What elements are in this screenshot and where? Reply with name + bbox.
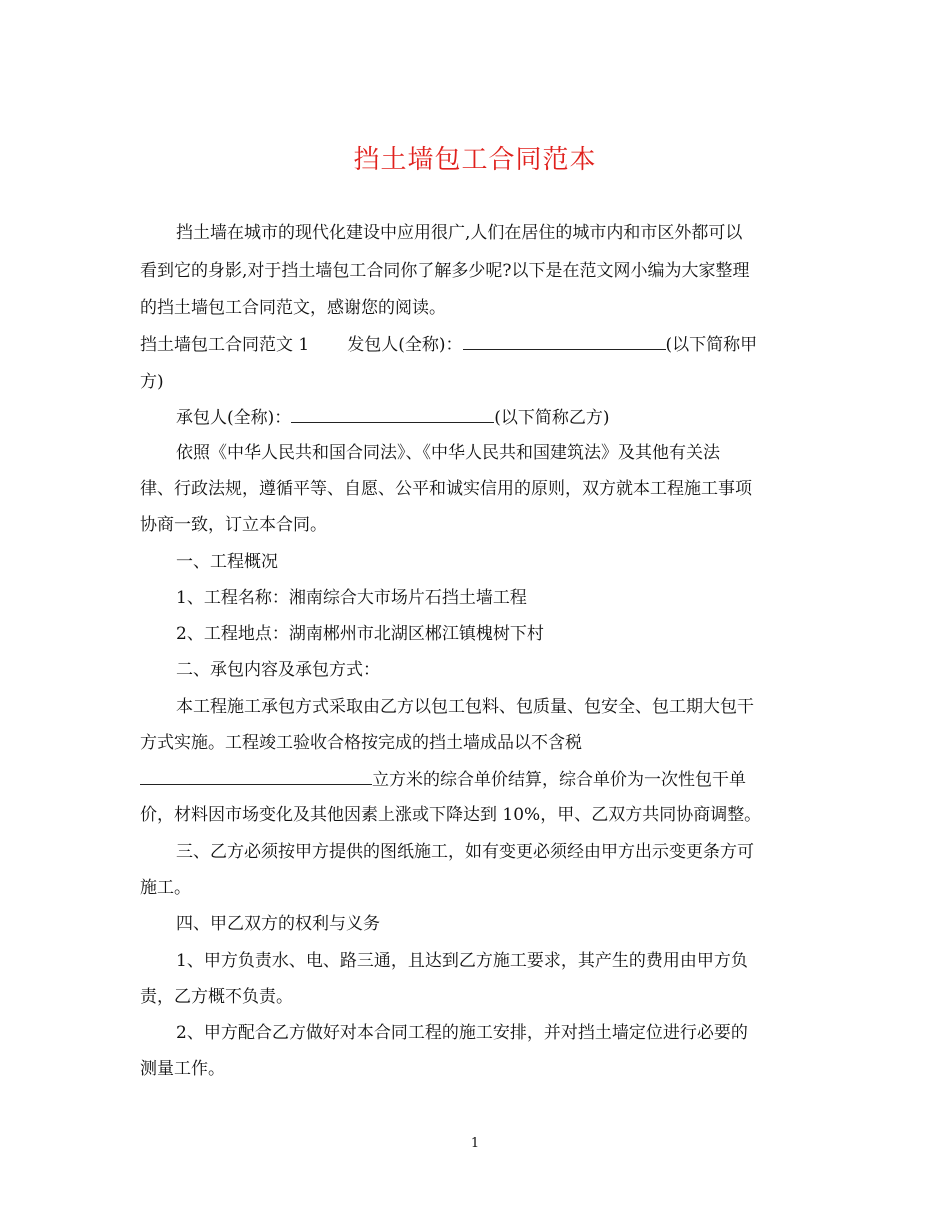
party-a-continuation: 方): [140, 372, 164, 392]
basis-line-2: 律、行政法规，遵循平等、自愿、公平和诚实信用的原则，双方就本工程施工事项: [140, 479, 752, 499]
page-number: 1: [470, 1136, 480, 1151]
unit-price-blank[interactable]: [140, 767, 372, 785]
party-a-suffix: (以下简称甲: [665, 335, 758, 355]
section2-line-3: [140, 767, 820, 792]
party-b-suffix: (以下简称乙方): [494, 408, 610, 428]
party-b-label: 承包人(全称)：: [176, 408, 292, 428]
section1-item-2: 2、工程地点：湖南郴州市北湖区郴江镇槐树下村: [176, 624, 544, 644]
section4-heading: 四、甲乙双方的权利与义务: [176, 914, 380, 934]
sample-label: 挡土墙包工合同范文 1: [140, 335, 310, 355]
party-a-label: 发包人(全称)：: [347, 335, 463, 355]
basis-line-1: 依照《中华人民共和国合同法》、《中华人民共和国建筑法》及其他有关法: [176, 443, 720, 463]
section1-heading: 一、工程概况: [176, 552, 278, 572]
section2-line-4: 价，材料因市场变化及其他因素上涨或下降达到 10%，甲、乙双方共同协商调整。: [140, 805, 762, 825]
section3-line-1: 三、乙方必须按甲方提供的图纸施工，如有变更必须经由甲方出示变更条方可: [176, 842, 754, 862]
party-a-blank[interactable]: [463, 332, 666, 350]
intro-line-2: 看到它的身影,对于挡土墙包工合同你了解多少呢?以下是在范文网小编为大家整理: [140, 261, 750, 281]
section2-line-2: 方式实施。工程竣工验收合格按完成的挡土墙成品以不含税: [140, 733, 582, 753]
section4-item1-line-2: 责，乙方概不负责。: [140, 987, 293, 1007]
section1-item-1: 1、工程名称：湘南综合大市场片石挡土墙工程: [176, 588, 527, 608]
document-title: 挡土墙包工合同范本: [353, 145, 597, 175]
section4-item2-line-1: 2、甲方配合乙方做好对本合同工程的施工安排，并对挡土墙定位进行必要的: [176, 1023, 748, 1043]
section4-item2-line-2: 测量工作。: [140, 1059, 225, 1079]
party-a-line: [140, 332, 820, 357]
section4-item1-line-1: 1、甲方负责水、电、路三通，且达到乙方施工要求，其产生的费用由甲方负: [176, 951, 748, 971]
party-b-blank[interactable]: [291, 405, 494, 423]
party-b-line: [176, 405, 856, 430]
basis-line-3: 协商一致，订立本合同。: [140, 515, 327, 535]
intro-line-1: 挡土墙在城市的现代化建设中应用很广,人们在居住的城市内和市区外都可以: [176, 223, 743, 243]
section3-line-2: 施工。: [140, 878, 191, 898]
section2-heading: 二、承包内容及承包方式：: [176, 660, 380, 680]
section2-line-3-text: 立方米的综合单价结算，综合单价为一次性包干单: [372, 770, 746, 790]
intro-line-3: 的挡土墙包工合同范文，感谢您的阅读。: [140, 298, 446, 318]
section2-line-1: 本工程施工承包方式采取由乙方以包工包料、包质量、包安全、包工期大包干: [176, 697, 754, 717]
